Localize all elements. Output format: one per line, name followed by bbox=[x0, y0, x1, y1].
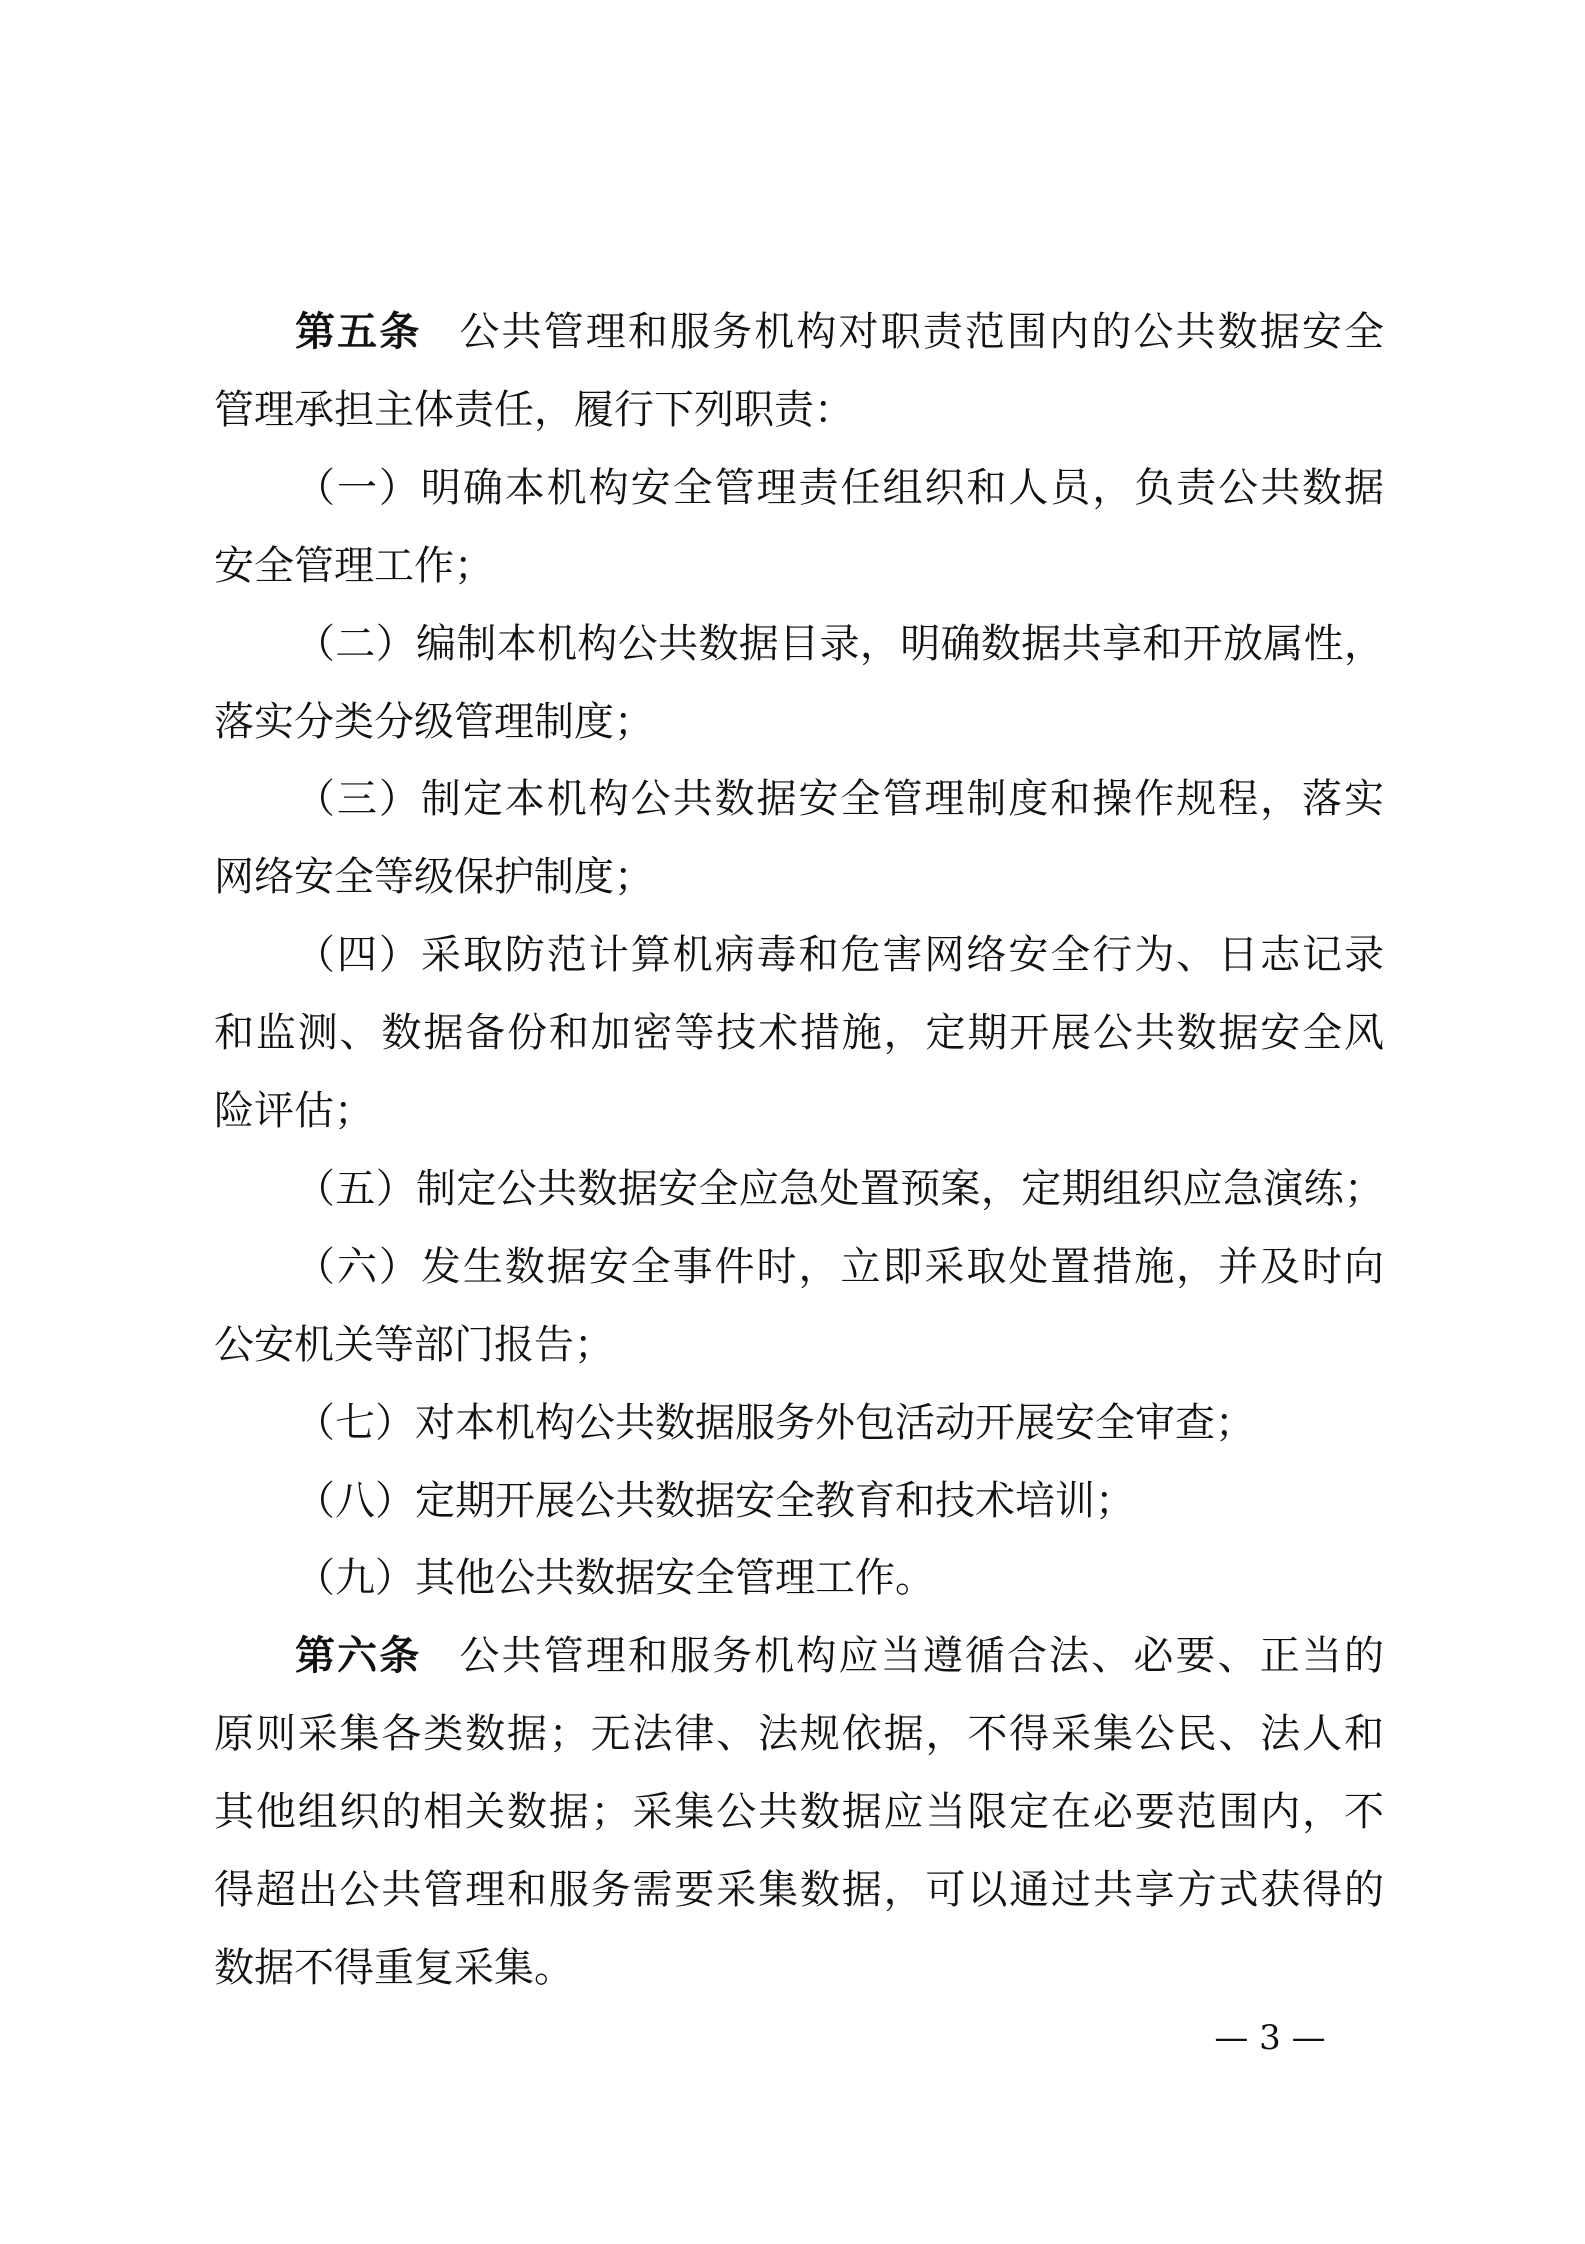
text-line bbox=[295, 1384, 1384, 1462]
text-line bbox=[214, 1695, 1384, 1773]
text-line bbox=[295, 293, 1384, 371]
text-line bbox=[295, 449, 1384, 527]
text-line bbox=[295, 916, 1384, 994]
page-number: — 3 — bbox=[1214, 2018, 1326, 2058]
line-text: 得超出公共管理和服务需要采集数据，可以通过共享方式获得的 bbox=[214, 1867, 1384, 1913]
line-text: 公共管理和服务机构对职责范围内的公共数据安全 bbox=[459, 309, 1384, 355]
text-line bbox=[295, 1150, 1384, 1228]
line-text: （八）定期开展公共数据安全教育和技术培训； bbox=[295, 1477, 1135, 1524]
text-line bbox=[214, 683, 1384, 761]
line-text: 落实分类分级管理制度； bbox=[214, 698, 654, 745]
text-line bbox=[214, 1929, 1384, 2007]
line-text: （五）制定公共数据安全应急处置预案，定期组织应急演练； bbox=[295, 1165, 1384, 1212]
line-text: （三）制定本机构公共数据安全管理制度和操作规程，落实 bbox=[295, 776, 1384, 823]
line-text: 原则采集各类数据；无法律、法规依据，不得采集公民、法人和 bbox=[214, 1711, 1384, 1758]
article-heading: 第六条 bbox=[295, 1633, 422, 1680]
line-text: 安全管理工作； bbox=[214, 542, 494, 589]
text-line bbox=[295, 1228, 1384, 1306]
line-text: 公安机关等部门报告； bbox=[214, 1321, 614, 1368]
line-text: （四）采取防范计算机病毒和危害网络安全行为、日志记录 bbox=[295, 932, 1384, 979]
line-text: （一）明确本机构安全管理责任组织和人员，负责公共数据 bbox=[295, 464, 1384, 511]
line-text: （六）发生数据安全事件时，立即采取处置措施，并及时向 bbox=[295, 1243, 1384, 1290]
text-line bbox=[214, 527, 1384, 605]
text-line bbox=[295, 1617, 1384, 1695]
text-line bbox=[295, 1539, 1384, 1617]
line-text: 网络安全等级保护制度； bbox=[214, 854, 654, 901]
line-text: 数据不得重复采集。 bbox=[214, 1944, 574, 1991]
line-text: （九）其他公共数据安全管理工作。 bbox=[295, 1555, 935, 1602]
text-line bbox=[214, 371, 1384, 449]
line-text: （二）编制本机构公共数据目录，明确数据共享和开放属性， bbox=[295, 620, 1384, 667]
text-line bbox=[214, 838, 1384, 916]
text-line bbox=[295, 605, 1384, 683]
text-line bbox=[214, 994, 1384, 1072]
line-text: 其他组织的相关数据；采集公共数据应当限定在必要范围内，不 bbox=[214, 1789, 1384, 1836]
line-text: 管理承担主体责任，履行下列职责： bbox=[214, 386, 854, 433]
line-text: 和监测、数据备份和加密等技术措施，定期开展公共数据安全风 bbox=[214, 1010, 1384, 1057]
text-line bbox=[295, 760, 1384, 838]
text-line bbox=[295, 1462, 1384, 1540]
line-text: （七）对本机构公共数据服务外包活动开展安全审查； bbox=[295, 1399, 1255, 1446]
text-line bbox=[214, 1072, 1384, 1150]
line-text: 公共管理和服务机构应当遵循合法、必要、正当的 bbox=[459, 1633, 1384, 1680]
line-text: 险评估； bbox=[214, 1088, 374, 1134]
text-line bbox=[214, 1851, 1384, 1929]
text-line bbox=[214, 1306, 1384, 1384]
article-heading: 第五条 bbox=[295, 309, 422, 355]
text-line bbox=[214, 1773, 1384, 1851]
